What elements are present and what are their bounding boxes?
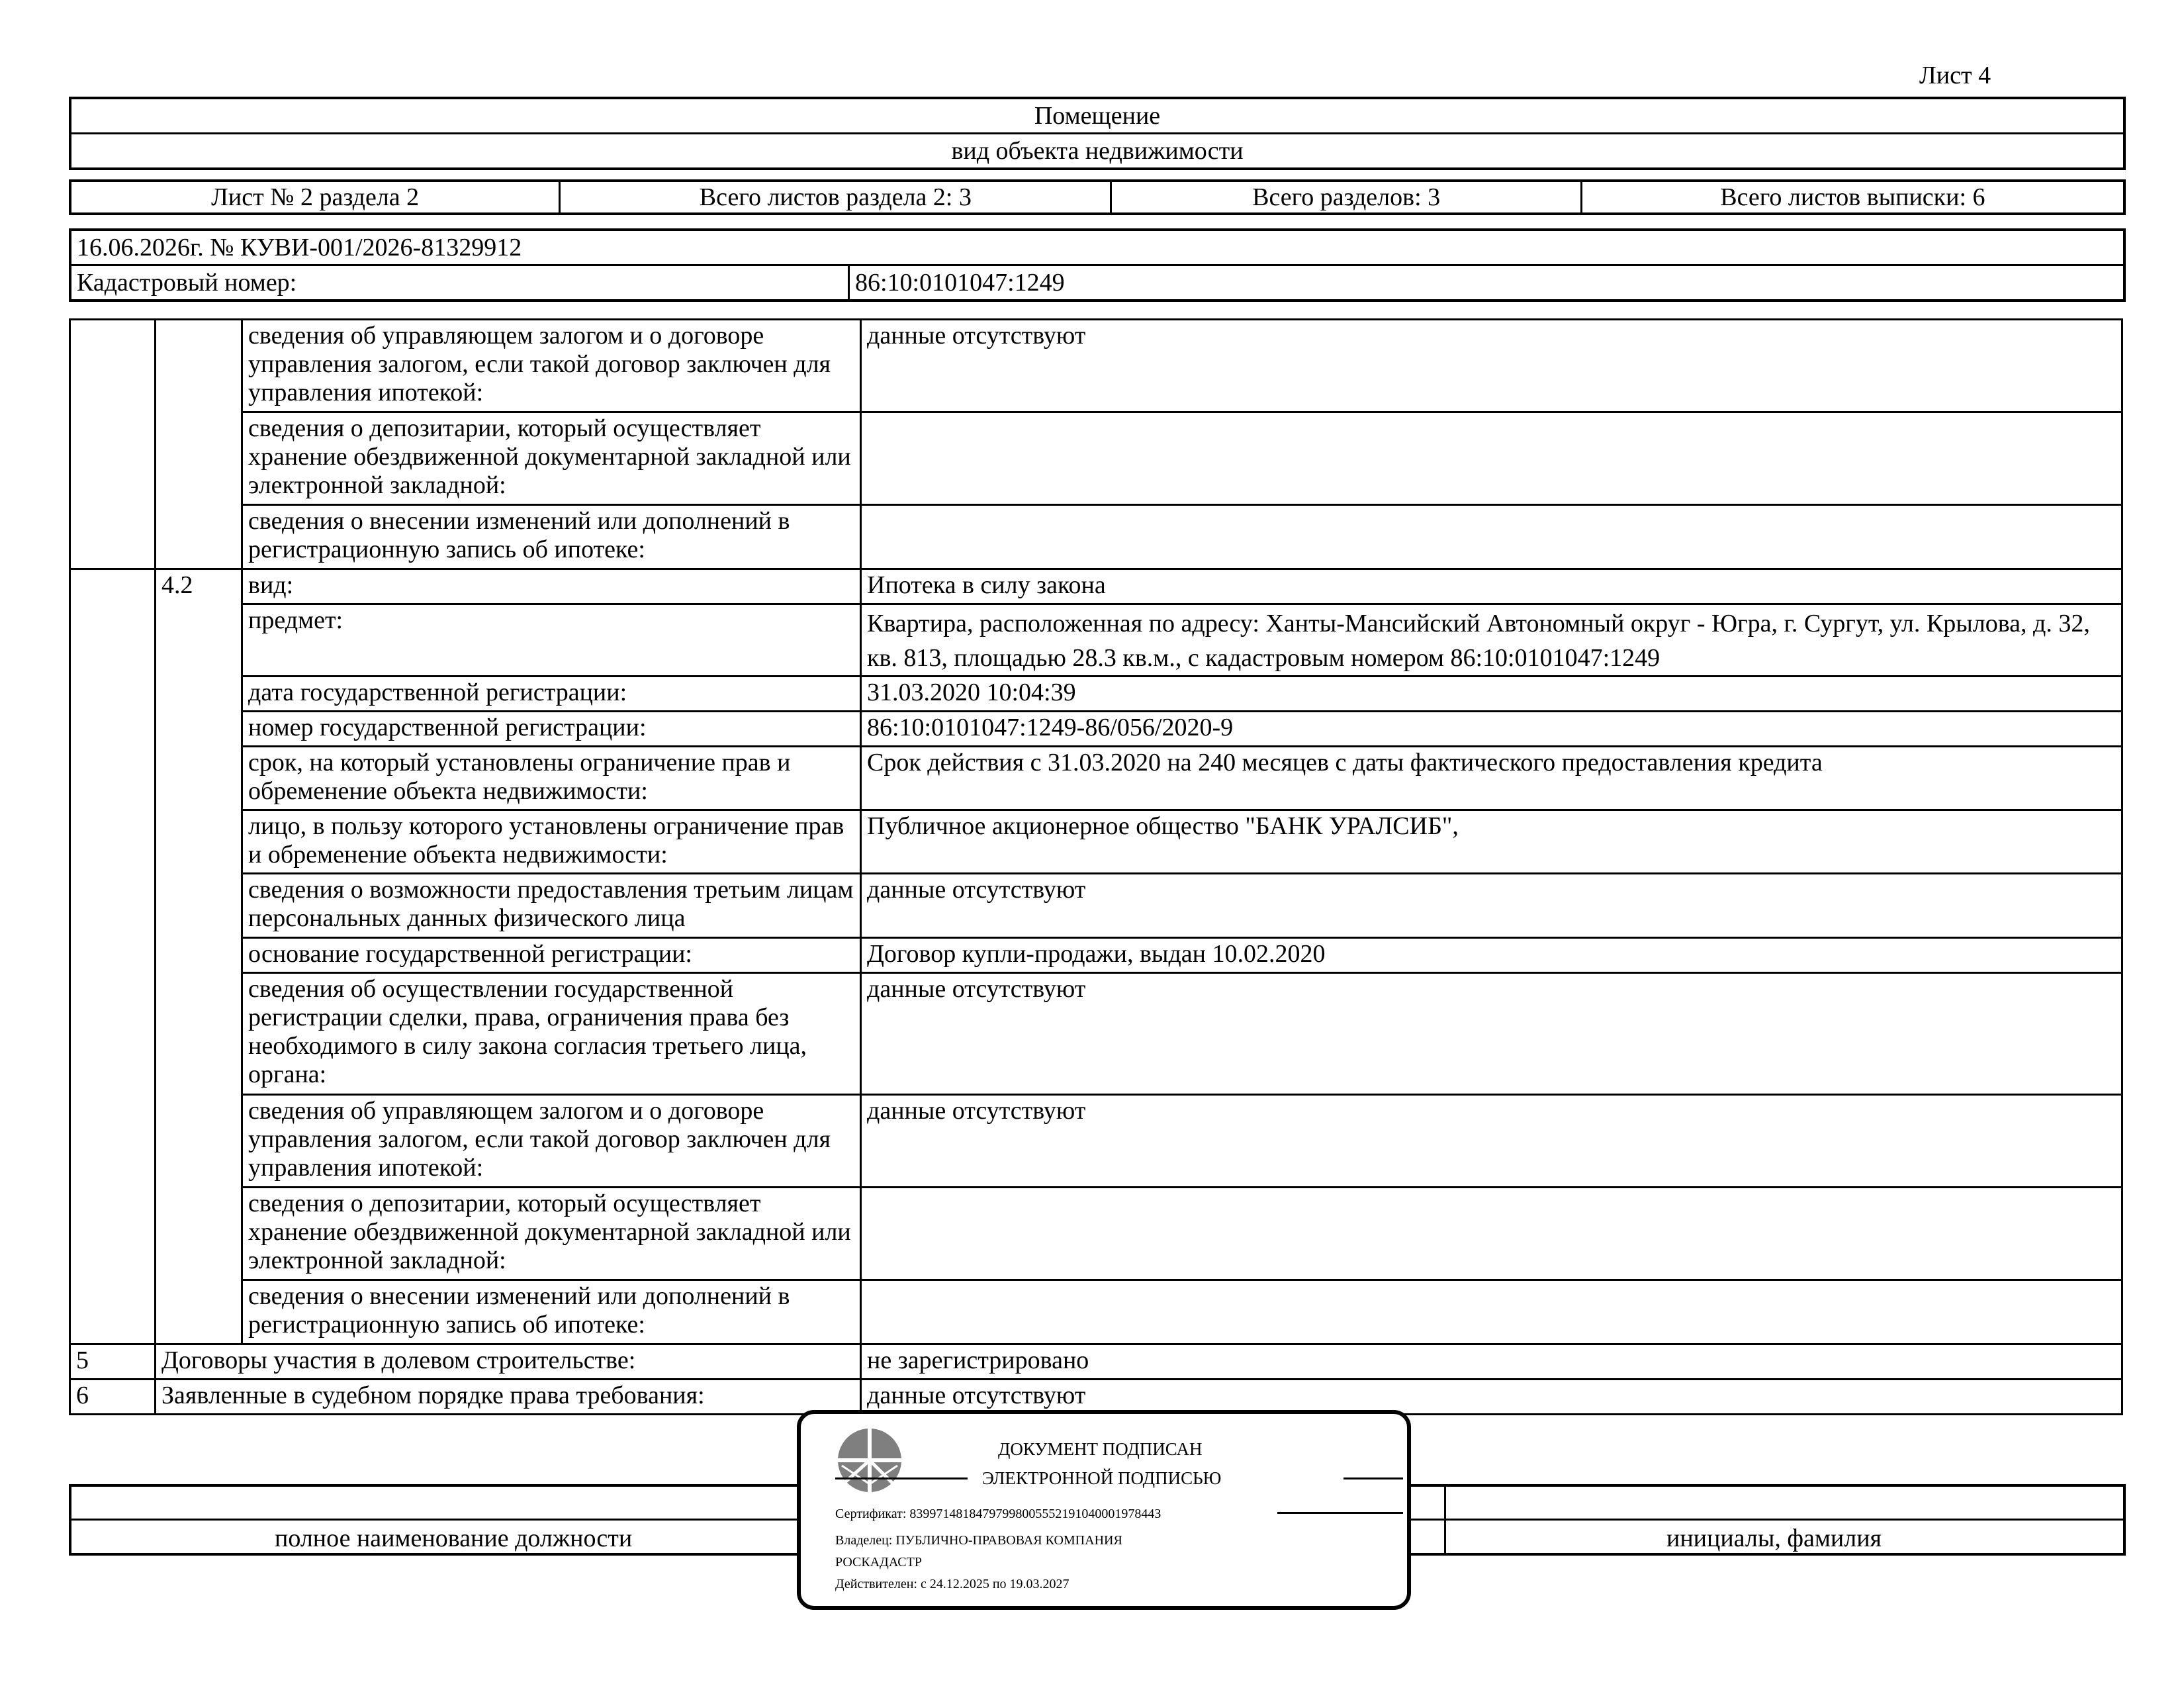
emblem-icon (835, 1426, 904, 1495)
field-label: сведения об управляющем залогом и о договоре управления залогом, если такой договор заключен для управления ипотекой: (242, 1095, 861, 1188)
total-sheets-section: Всего листов раздела 2: 3 (561, 182, 1112, 212)
field-label: дата государственной регистрации: (242, 677, 861, 712)
sheet-info-row (69, 179, 2126, 215)
cadastral-label: Кадастровый номер: (77, 269, 297, 297)
field-value (861, 412, 2122, 505)
table-row (70, 320, 2122, 412)
cadastral-value: 86:10:0101047:1249 (848, 266, 1065, 299)
position-caption: полное наименование должности (275, 1524, 633, 1552)
table-row (70, 712, 2122, 747)
table-row (70, 1188, 2122, 1280)
field-value: Ипотека в силу закона (861, 569, 2122, 604)
total-sheets-extract: Всего листов выписки: 6 (1720, 183, 1985, 211)
table-row (70, 1344, 2122, 1380)
cadastral-row (71, 266, 2123, 299)
section-value: не зарегистрировано (861, 1344, 2122, 1380)
field-value: данные отсутствуют (861, 320, 2122, 412)
table-row (70, 677, 2122, 712)
field-value: Договор купли-продажи, выдан 10.02.2020 (861, 938, 2122, 973)
object-type-header (69, 97, 2126, 170)
field-value (861, 505, 2122, 569)
field-value (861, 1280, 2122, 1344)
table-row (70, 412, 2122, 505)
field-value: данные отсутствуют (861, 874, 2122, 938)
stamp-line1: ДОКУМЕНТ ПОДПИСАН (998, 1439, 1203, 1459)
field-label: сведения о внесении изменений или дополнений в регистрационную запись об ипотеке: (242, 505, 861, 569)
field-value: данные отсутствуют (861, 973, 2122, 1095)
field-label: срок, на который установлены ограничение прав и обременение объекта недвижимости: (242, 747, 861, 810)
table-row (70, 604, 2122, 677)
field-label: лицо, в пользу которого установлены ограничение прав и обременение объекта недвижимости: (242, 810, 861, 874)
field-value: Публичное акционерное общество "БАНК УРАЛСИБ", (861, 810, 2122, 874)
sheet-number: Лист 4 (1919, 62, 1991, 89)
field-label: сведения о депозитарии, который осуществляет хранение обездвиженной документарной закладной или электронной закладной: (242, 1188, 861, 1280)
object-type: Помещение (1034, 102, 1161, 130)
field-value: Срок действия с 31.03.2020 на 240 месяцев с даты фактического предоставления кредита (861, 747, 2122, 810)
field-label: сведения о депозитарии, который осуществляет хранение обездвиженной документарной закладной или электронной закладной: (242, 412, 861, 505)
stamp-owner-name: РОСКАДАСТР (835, 1555, 922, 1570)
field-value: Квартира, расположенная по адресу: Ханты-Мансийский Автономный округ - Югра, г. Сургут, ул. Крылова, д. 32, кв. 813, площадью 28.3 кв.м., с кадастровым номером 86:10:0101047:1249 (861, 604, 2122, 677)
field-value (861, 1188, 2122, 1280)
table-row (70, 569, 2122, 604)
section-value: данные отсутствуют (861, 1380, 2122, 1415)
encumbrance-number: 4.2 (156, 569, 242, 1344)
table-row (70, 973, 2122, 1095)
stamp-line2: ЭЛЕКТРОННОЙ ПОДПИСЬЮ (982, 1468, 1222, 1488)
table-row (70, 938, 2122, 973)
extract-date-number: 16.06.2026г. № КУВИ-001/2026-81329912 (71, 231, 2123, 266)
field-label: сведения об осуществлении государственной регистрации сделки, права, ограничения права без необходимого в силу закона согласия третьего лица, органа: (242, 973, 861, 1095)
total-sections: Всего разделов: 3 (1112, 182, 1582, 212)
field-label: вид: (242, 569, 861, 604)
field-value: данные отсутствуют (861, 1095, 2122, 1188)
field-label: номер государственной регистрации: (242, 712, 861, 747)
field-label: сведения об управляющем залогом и о договоре управления залогом, если такой договор заключен для управления ипотекой: (242, 320, 861, 412)
section-number: 6 (70, 1380, 156, 1415)
field-label: основание государственной регистрации: (242, 938, 861, 973)
section-label: Договоры участия в долевом строительстве: (156, 1344, 861, 1380)
section-number: 5 (70, 1344, 156, 1380)
encumbrance-table (69, 318, 2123, 1415)
electronic-signature-stamp (797, 1410, 1411, 1610)
field-value: 31.03.2020 10:04:39 (861, 677, 2122, 712)
field-value: 86:10:0101047:1249-86/056/2020-9 (861, 712, 2122, 747)
table-row (70, 1280, 2122, 1344)
table-row (70, 747, 2122, 810)
field-label: сведения о внесении изменений или дополнений в регистрационную запись об ипотеке: (242, 1280, 861, 1344)
stamp-owner: Владелец: ПУБЛИЧНО-ПРАВОВАЯ КОМПАНИЯ (835, 1533, 1122, 1548)
name-caption: инициалы, фамилия (1666, 1524, 1882, 1552)
field-label: предмет: (242, 604, 861, 677)
extract-info (69, 228, 2126, 302)
table-row (70, 810, 2122, 874)
object-type-caption: вид объекта недвижимости (71, 132, 2123, 167)
stamp-certificate: Сертификат: 8399714818479799800555219104000197844З (835, 1507, 1161, 1521)
table-row (70, 1095, 2122, 1188)
section-label: Заявленные в судебном порядке права требования: (156, 1380, 861, 1415)
field-label: сведения о возможности предоставления третьим лицам персональных данных физического лица (242, 874, 861, 938)
table-row (70, 874, 2122, 938)
table-row (70, 505, 2122, 569)
stamp-validity: Действителен: с 24.12.2025 по 19.03.2027 (835, 1577, 1069, 1591)
table-row (70, 1380, 2122, 1415)
sheet-of-section: Лист № 2 раздела 2 (71, 182, 561, 212)
